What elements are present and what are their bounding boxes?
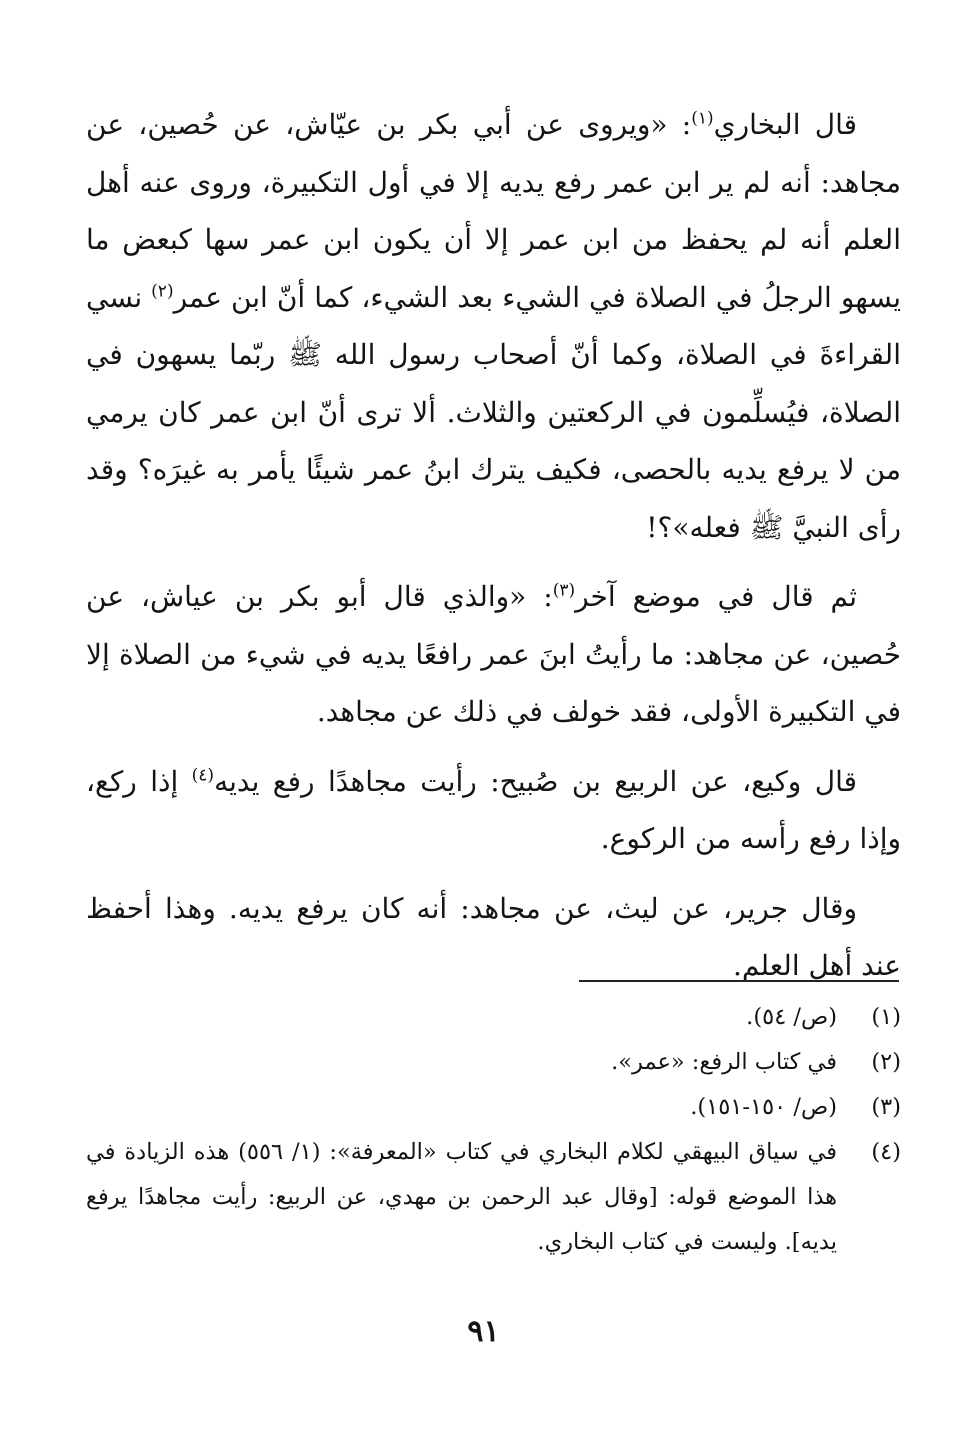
page-number: ٩١ [467,1314,500,1349]
paragraph-text: : «ويروى عن أبي بكر بن عيّاش، عن حُصين، عن مجاهد: أنه لم ير ابن عمر رفع يديه إلا في أول التكبيرة، وروى عنه أهل العلم أنه لم يحفظ من ابن عمر إلا أن يكون ابن عمر سها كبعض ما يسهو الرجلُ في الصلاة في الشيء بعد الشيء، كما أنّ ابن عمر [86,108,902,314]
footnote-text: في سياق البيهقي لكلام البخاري في كتاب «المعرفة»: (١/ ٥٥٦) هذه الزيادة في هذا الموضع قوله: [وقال عبد الرحمن بن مهدي، عن الربيع: رأيت مجاهدًا يرفع يديه]. وليست في كتاب البخاري. [86,1139,838,1255]
paragraph-1 [86,96,901,556]
paragraph-3 [86,753,901,868]
footnote-text: في كتاب الرفع: «عمر». [611,1049,837,1075]
footnote-number: (١) [871,1004,901,1030]
main-text [86,96,901,995]
paragraph-2 [86,568,901,741]
paragraph-text: نسي القراءةَ في الصلاة، وكما أنّ أصحاب رسول الله ﷺ ربّما يسهون في الصلاة، فيُسلِّمون في الركعتين والثلاث. ألا ترى أنّ ابن عمر كان يرمي من لا يرفع يديه بالحصى، فكيف يترك ابنُ عمر شيئًا يأمر به غيرَه؟ وقد رأى النبيَّ ﷺ فعله»؟! [86,280,901,544]
footnote-3 [86,1085,901,1130]
footnote-marker: (٢) [151,281,174,302]
footnote-1 [86,995,901,1040]
paragraph-4 [86,880,901,995]
footnote-marker: (١) [691,108,714,129]
paragraph-text: قال البخاري [713,108,858,141]
paragraph-text: قال وكيع، عن الربيع بن صُبيح: رأيت مجاهدًا رفع يديه [214,764,857,798]
paragraph-text: ثم قال في موضع آخر [575,580,857,613]
footnote-marker: (٤) [191,765,215,786]
footnotes [86,995,901,1265]
footnote-number: (٤) [871,1139,901,1165]
footnote-4 [86,1130,901,1265]
paragraph-text: وقال جرير، عن ليث، عن مجاهد: أنه كان يرفع يديه. وهذا أحفظ عند أهل العلم. [86,891,901,982]
paragraph-text: إذا ركع، وإذا رفع رأسه من الركوع. [86,764,901,855]
footnote-number: (٢) [871,1049,901,1075]
footnote-number: (٣) [871,1094,901,1120]
footnote-marker: (٣) [552,580,576,601]
footnote-text: (ص/ ٥٤). [746,1004,837,1030]
footnote-separator [579,980,899,982]
footnote-2 [86,1040,901,1085]
footnote-text: (ص/ ١٥٠-١٥١). [690,1094,837,1120]
paragraph-text: : «والذي قال أبو بكر بن عياش، عن حُصين، عن مجاهد: ما رأيتُ ابنَ عمر رافعًا يديه في شيء من الصلاة إلا في التكبيرة الأولى، فقد خولف في ذلك عن مجاهد. [86,580,901,728]
